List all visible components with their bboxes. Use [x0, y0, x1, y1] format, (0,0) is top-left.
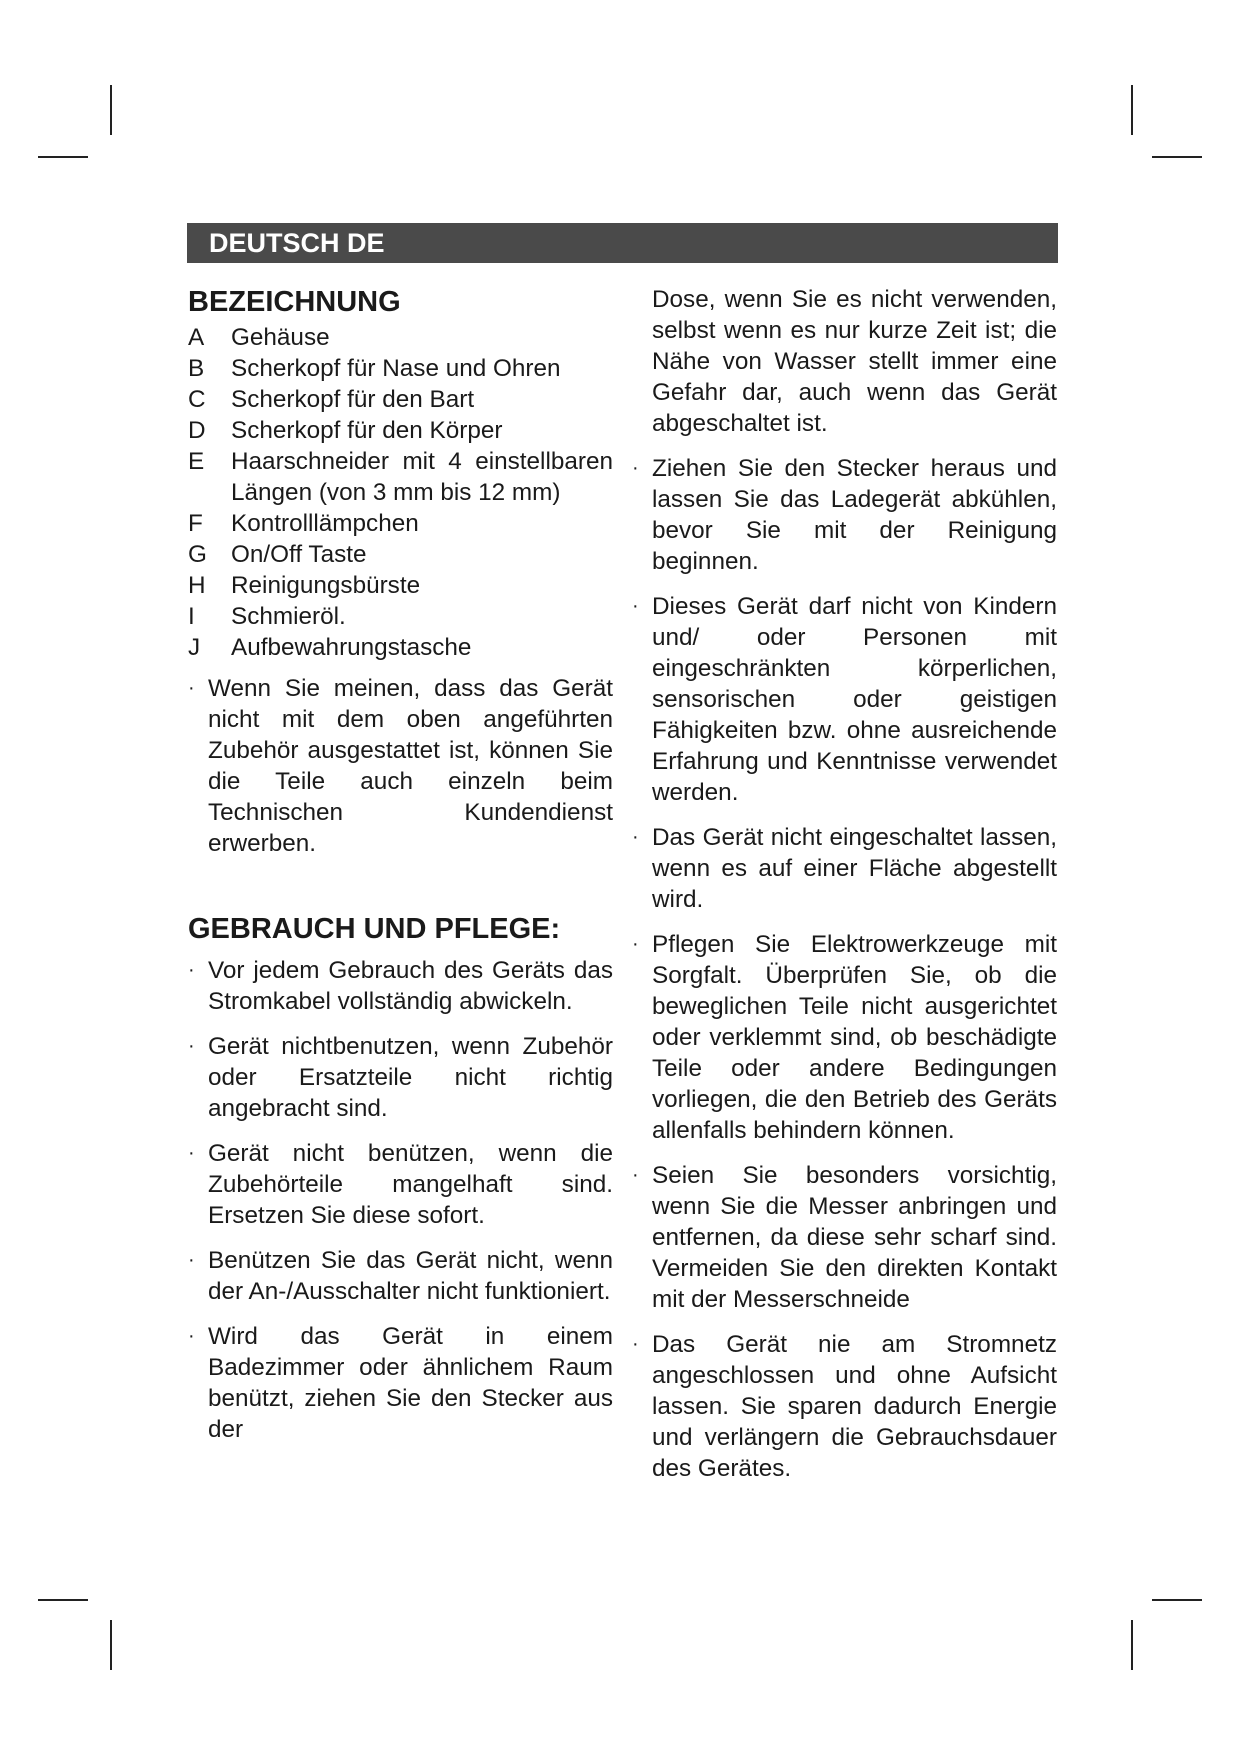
list-item: · Gerät nichtbenutzen, wenn Zubehör oder Ersatzteile nicht richtig angebracht sind.	[188, 1033, 613, 1122]
legend-item: I Schmieröl.	[188, 603, 346, 630]
crop-mark-top-right-horizontal	[1152, 156, 1202, 158]
bullet-dot: ·	[632, 1164, 639, 1186]
usage-bullets-left	[188, 955, 613, 1445]
accessory-note-list	[188, 673, 613, 859]
bullet-dot: ·	[188, 1325, 195, 1347]
list-item: · Wird das Gerät in einem Badezimmer oder ähnlichem Raum benützt, ziehen Sie den Stecker aus der	[188, 1323, 613, 1443]
parts-legend	[188, 322, 613, 663]
usage-bullets-right	[632, 284, 1057, 1484]
legend-item: B Scherkopf für Nase und Ohren	[188, 355, 561, 382]
bullet-dot: ·	[188, 959, 195, 981]
legend-item: H Reinigungsbürste	[188, 572, 421, 599]
list-item: · Vor jedem Gebrauch des Geräts das Stromkabel vollständig abwickeln.	[188, 957, 613, 1015]
crop-mark-bottom-right-horizontal	[1152, 1599, 1202, 1601]
list-item: · Das Gerät nicht eingeschaltet lassen, wenn es auf einer Fläche abgestellt wird.	[632, 824, 1057, 913]
legend-item: C Scherkopf für den Bart	[188, 386, 475, 413]
list-item: · Das Gerät nie am Stromnetz angeschlossen und ohne Aufsicht lassen. Sie sparen dadurch Energie und verlängern die Gebrauchsdauer des Gerätes.	[632, 1331, 1057, 1482]
accessory-note: · Wenn Sie meinen, dass das Gerät nicht mit dem oben angeführten Zubehör ausgestattet ist, können Sie die Teile auch einzeln beim Technischen Kundendienst erwerben.	[188, 675, 613, 857]
crop-mark-bottom-left-vertical	[110, 1620, 112, 1670]
crop-mark-bottom-right-vertical	[1131, 1620, 1133, 1670]
legend-item: F Kontrolllämpchen	[188, 510, 419, 537]
right-column	[632, 284, 1057, 1498]
list-item: · Seien Sie besonders vorsichtig, wenn Sie die Messer anbringen und entfernen, da diese sehr scharf sind. Vermeiden Sie den direkten Kontakt mit der Messerschneide	[632, 1162, 1057, 1313]
list-item: · Gerät nicht benützen, wenn die Zubehörteile mangelhaft sind. Ersetzen Sie diese sofort.	[188, 1140, 613, 1229]
list-item: · Pflegen Sie Elektrowerkzeuge mit Sorgfalt. Überprüfen Sie, ob die beweglichen Teile nicht ausgerichtet oder verklemmt sind, ob beschädigte Teile oder andere Bedingungen vorliegen, die den Betrieb des Geräts allenfalls behindern können.	[632, 931, 1057, 1144]
legend-item: J Aufbewahrungstasche	[188, 634, 472, 661]
crop-mark-bottom-left-horizontal	[38, 1599, 88, 1601]
bullet-dot: ·	[188, 1035, 195, 1057]
legend-item: E Haarschneider mit 4 einstellbaren Längen (von 3 mm bis 12 mm)	[188, 448, 613, 506]
legend-item: D Scherkopf für den Körper	[188, 417, 503, 444]
bullet-dot: ·	[632, 1333, 639, 1355]
list-item: · Benützen Sie das Gerät nicht, wenn der An-/Ausschalter nicht funktioniert.	[188, 1247, 613, 1305]
legend-item: G On/Off Taste	[188, 541, 367, 568]
bullet-dot: ·	[188, 1249, 195, 1271]
list-item-continuation: Dose, wenn Sie es nicht verwenden, selbst wenn es nur kurze Zeit ist; die Nähe von Wasser stellt immer eine Gefahr dar, auch wenn das Gerät abgeschaltet ist.	[652, 286, 1057, 437]
bullet-dot: ·	[188, 1142, 195, 1164]
section-spacer	[188, 873, 613, 911]
crop-mark-top-left-horizontal	[38, 156, 88, 158]
crop-mark-top-left-vertical	[110, 85, 112, 135]
language-header-bar: DEUTSCH DE	[187, 223, 1058, 263]
bullet-dot: ·	[632, 826, 639, 848]
bullet-dot: ·	[188, 677, 195, 699]
list-item: · Dieses Gerät darf nicht von Kindern und/ oder Personen mit eingeschränkten körperlichen, sensorischen oder geistigen Fähigkeiten bzw. ohne ausreichende Erfahrung und Kenntnisse verwendet werden.	[632, 593, 1057, 806]
left-column	[188, 284, 613, 1459]
bullet-dot: ·	[632, 457, 639, 479]
section-title-gebrauch: GEBRAUCH UND PFLEGE:	[188, 913, 561, 945]
section-title-bezeichnung: BEZEICHNUNG	[188, 286, 401, 318]
crop-mark-top-right-vertical	[1131, 85, 1133, 135]
list-item: · Ziehen Sie den Stecker heraus und lassen Sie das Ladegerät abkühlen, bevor Sie mit der Reinigung beginnen.	[632, 455, 1057, 575]
bullet-dot: ·	[632, 595, 639, 617]
bullet-dot: ·	[632, 933, 639, 955]
legend-item: A Gehäuse	[188, 324, 330, 351]
